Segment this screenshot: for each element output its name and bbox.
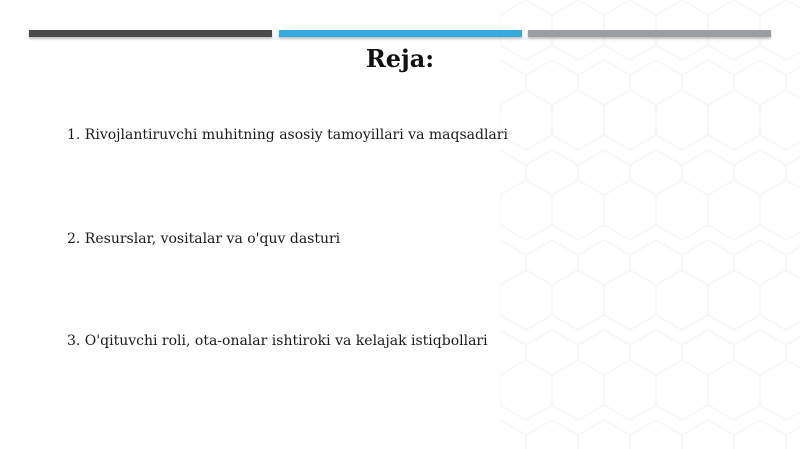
slide-title: Reja: <box>365 44 435 73</box>
plan-item-2: 2. Resurslar, vositalar va o'quv dasturi <box>67 231 341 247</box>
plan-item-1: 1. Rivojlantiruvchi muhitning asosiy tamoyillari va maqsadlari <box>67 127 508 143</box>
header-bar-dark <box>29 30 272 37</box>
header-bar-gray <box>528 30 771 37</box>
plan-item-3: 3. O'qituvchi roli, ota-onalar ishtiroki va kelajak istiqbollari <box>67 333 488 349</box>
header-bar-blue <box>279 30 522 37</box>
